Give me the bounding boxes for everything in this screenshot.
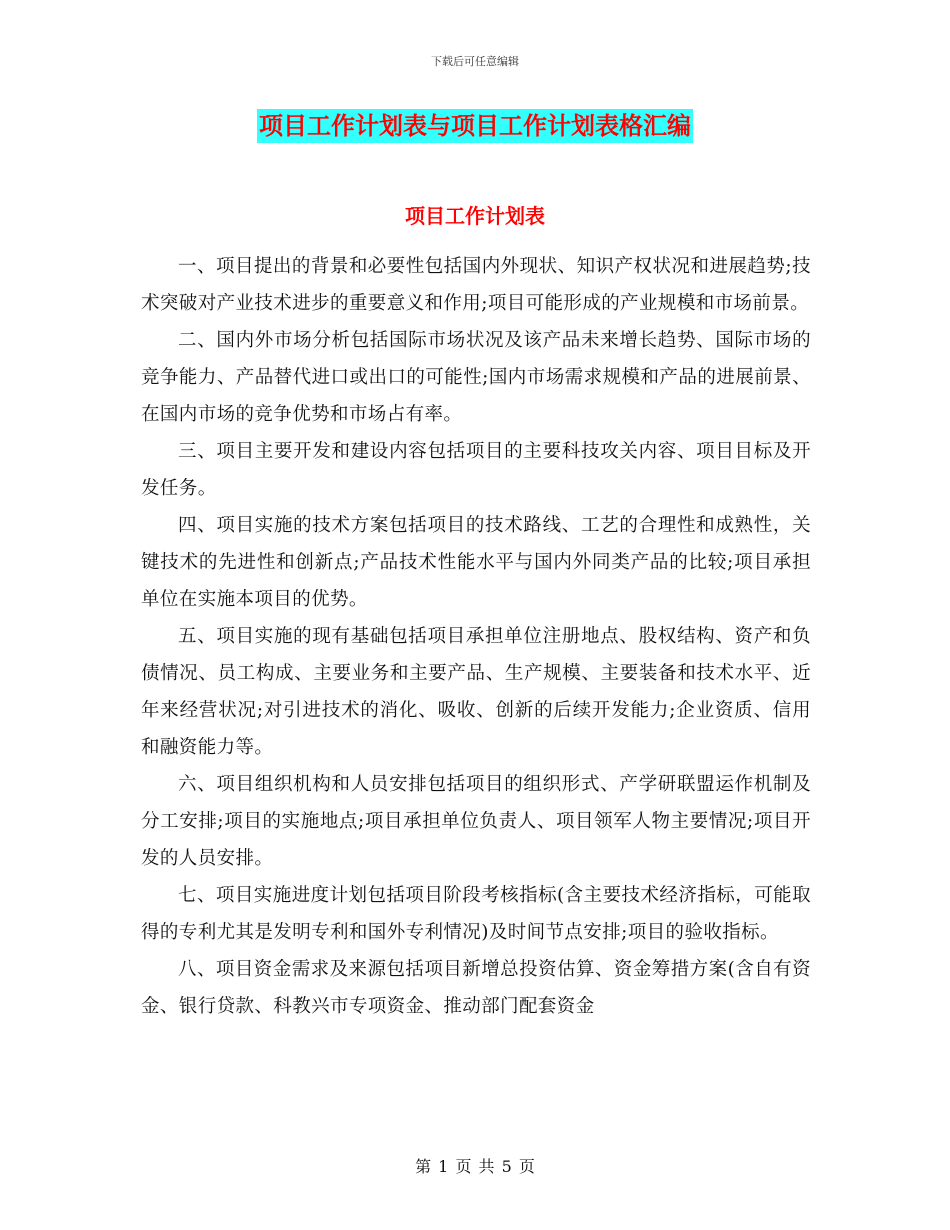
- document-title: 项目工作计划表与项目工作计划表格汇编: [257, 109, 693, 143]
- paragraph: 一、项目提出的背景和必要性包括国内外现状、知识产权状况和进展趋势;技术突破对产业技术进步的重要意义和作用;项目可能形成的产业规模和市场前景。: [141, 256, 811, 314]
- paragraph: 六、项目组织机构和人员安排包括项目的组织形式、产学研联盟运作机制及分工安排;项目的实施地点;项目承担单位负责人、项目领军人物主要情况;项目开发的人员安排。: [141, 774, 811, 869]
- title-container: [0, 109, 950, 143]
- page-footer: 第 1 页 共 5 页: [415, 1157, 535, 1176]
- paragraph: 二、国内外市场分析包括国际市场状况及该产品未来增长趋势、国际市场的竞争能力、产品替代进口或出口的可能性;国内市场需求规模和产品的进展前景、在国内市场的竞争优势和市场占有率。: [141, 330, 811, 425]
- paragraph: 八、项目资金需求及来源包括项目新增总投资估算、资金筹措方案(含自有资金、银行贷款、科教兴市专项资金、推动部门配套资金: [141, 959, 811, 1017]
- paragraph: 四、项目实施的技术方案包括项目的技术路线、工艺的合理性和成熟性，关键技术的先进性和创新点;产品技术性能水平与国内外同类产品的比较;项目承担单位在实施本项目的优势。: [141, 515, 811, 610]
- paragraph: 五、项目实施的现有基础包括项目承担单位注册地点、股权结构、资产和负债情况、员工构成、主要业务和主要产品、生产规模、主要装备和技术水平、近年来经营状况;对引进技术的消化、吸收、创新的后续开发能力;企业资质、信用和融资能力等。: [141, 626, 811, 758]
- section-title: 项目工作计划表: [405, 204, 545, 228]
- header-note: 下载后可任意编辑: [431, 55, 519, 68]
- paragraph: 三、项目主要开发和建设内容包括项目的主要科技攻关内容、项目目标及开发任务。: [141, 441, 811, 499]
- document-body: [141, 248, 811, 1025]
- paragraph: 七、项目实施进度计划包括项目阶段考核指标(含主要技术经济指标，可能取得的专利尤其是发明专利和国外专利情况)及时间节点安排;项目的验收指标。: [141, 885, 811, 943]
